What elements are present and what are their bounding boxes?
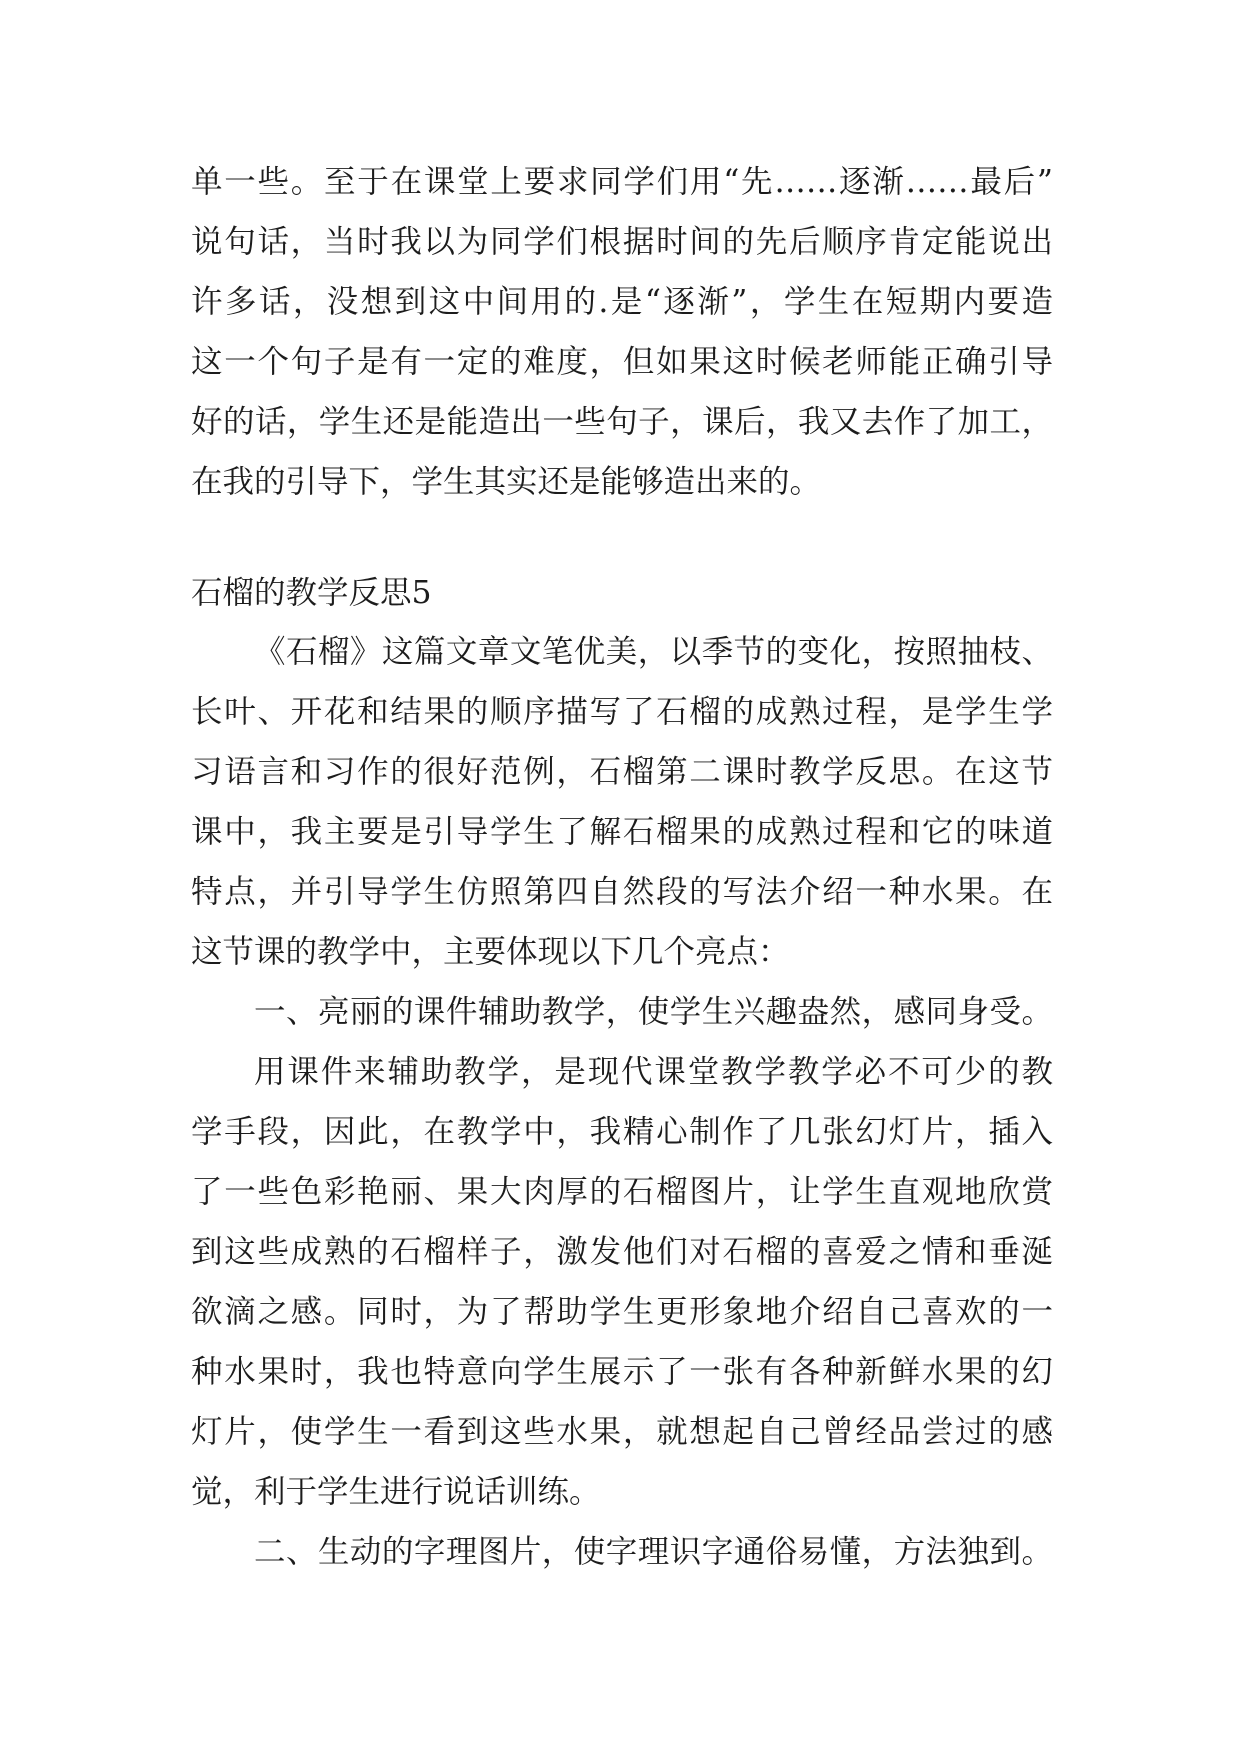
paragraph [191, 1042, 1053, 1522]
text-line: 二、生动的字理图片，使字理识字通俗易懂，方法独到。 [254, 1534, 1053, 1570]
text-line: 一、亮丽的课件辅助教学，使学生兴趣盎然，感同身受。 [254, 994, 1053, 1030]
section-heading: 石榴的教学反思5 [191, 575, 432, 611]
continuation-paragraph [191, 152, 1053, 512]
text-line: 了一些色彩艳丽、果大肉厚的石榴图片，让学生直观地欣赏 [191, 1174, 1053, 1210]
text-line: 欲滴之感。同时，为了帮助学生更形象地介绍自己喜欢的一 [191, 1294, 1053, 1330]
text-line: 《石榴》这篇文章文笔优美，以季节的变化，按照抽枝、 [254, 634, 1053, 670]
paragraph [191, 982, 1053, 1042]
text-line: 在我的引导下，学生其实还是能够造出来的。 [191, 464, 822, 500]
text-line: 这节课的教学中，主要体现以下几个亮点： [191, 934, 790, 970]
text-line: 学手段，因此，在教学中，我精心制作了几张幻灯片，插入 [191, 1114, 1053, 1150]
text-line: 说句话，当时我以为同学们根据时间的先后顺序肯定能说出 [191, 224, 1053, 260]
text-line: 用课件来辅助教学，是现代课堂教学教学必不可少的教 [254, 1054, 1053, 1090]
text-line: 特点，并引导学生仿照第四自然段的写法介绍一种水果。在 [191, 874, 1053, 910]
text-line: 长叶、开花和结果的顺序描写了石榴的成熟过程，是学生学 [191, 694, 1053, 730]
text-line: 习语言和习作的很好范例，石榴第二课时教学反思。在这节 [191, 754, 1053, 790]
text-line: 觉，利于学生进行说话训练。 [191, 1474, 601, 1510]
section-body [191, 622, 1053, 1582]
text-line: 许多话，没想到这中间用的.是“逐渐”，学生在短期内要造 [191, 284, 1053, 320]
section-heading-block [191, 564, 1053, 622]
text-line: 这一个句子是有一定的难度，但如果这时候老师能正确引导 [191, 344, 1053, 380]
text-line: 课中，我主要是引导学生了解石榴果的成熟过程和它的味道 [191, 814, 1053, 850]
text-line: 好的话，学生还是能造出一些句子，课后，我又去作了加工， [191, 404, 1053, 440]
text-line: 单一些。至于在课堂上要求同学们用“先……逐渐……最后” [191, 164, 1053, 200]
text-line: 到这些成熟的石榴样子，激发他们对石榴的喜爱之情和垂涎 [191, 1234, 1053, 1270]
text-line: 灯片，使学生一看到这些水果，就想起自己曾经品尝过的感 [191, 1414, 1053, 1450]
paragraph [191, 1522, 1053, 1582]
paragraph [191, 622, 1053, 982]
text-line: 种水果时，我也特意向学生展示了一张有各种新鲜水果的幻 [191, 1354, 1053, 1390]
